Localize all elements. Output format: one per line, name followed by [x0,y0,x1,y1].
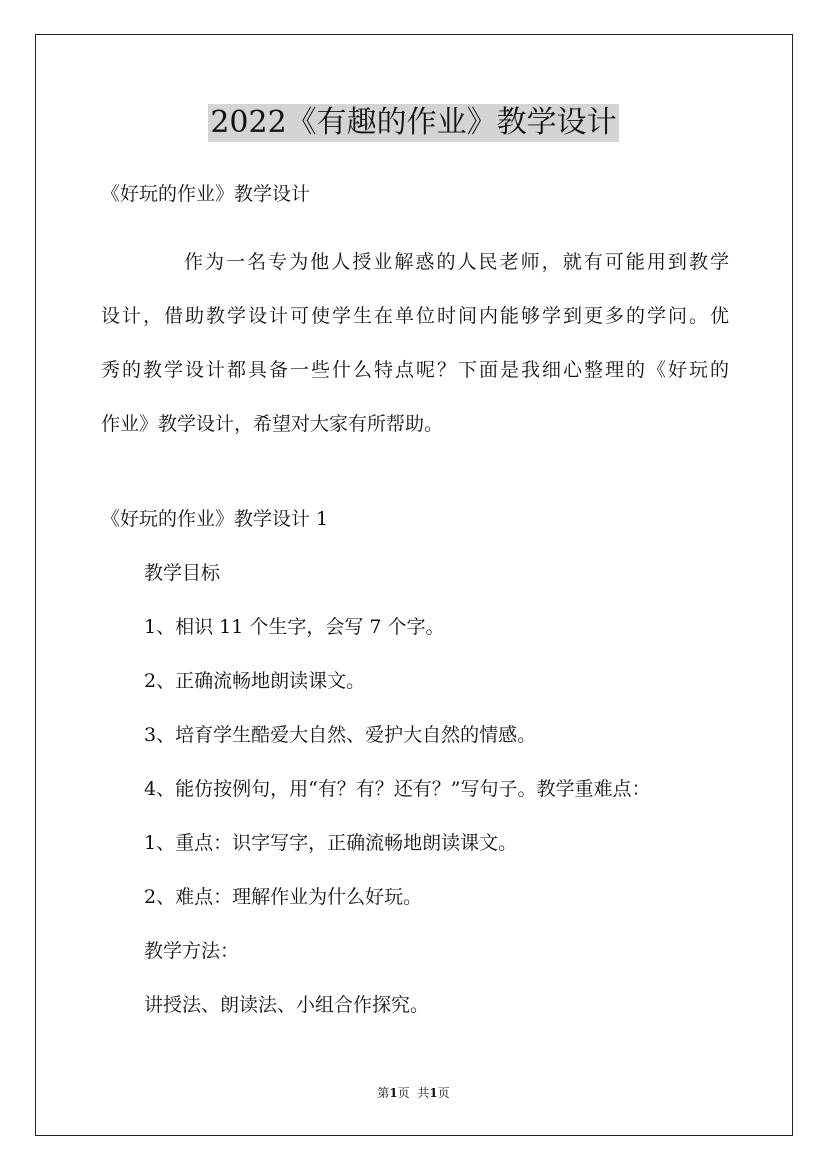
intro-line: 作为一名专为他人授业解惑的人民老师，就有可能用到教学 [184,251,729,273]
goal-item: 3、培育学生酷爱大自然、爱护大自然的情感。 [144,724,537,746]
page-footer [0,1085,827,1101]
key-point-item: 2、难点：理解作业为什么好玩。 [144,886,423,908]
page-total: 1 [429,1086,438,1100]
goals-heading: 教学目标 [144,562,221,584]
page-mid: 页 共 [397,1086,430,1100]
intro-paragraph [101,235,729,451]
goal-item: 2、正确流畅地朗读课文。 [144,670,366,692]
page-current: 1 [389,1086,398,1100]
methods-heading: 教学方法： [144,940,240,962]
methods-text: 讲授法、朗读法、小组合作探究。 [144,994,430,1016]
section-heading: 《好玩的作业》教学设计 1 [101,508,329,530]
goal-item: 4、能仿按例句，用“有？有？还有？”写句子。教学重难点： [144,778,651,800]
intro-line: 作业》教学设计，希望对大家有所帮助。 [101,413,444,435]
page-prefix: 第 [377,1086,390,1100]
goal-item: 1、相识 11 个生字，会写 7 个字。 [144,616,445,638]
page-suffix: 页 [437,1086,450,1100]
document-title: 2022《有趣的作业》教学设计 [210,105,617,140]
document-subtitle: 《好玩的作业》教学设计 [101,183,311,205]
intro-line: 设计，借助教学设计可使学生在单位时间内能够学到更多的学问。优 [101,305,729,327]
key-point-item: 1、重点：识字写字，正确流畅地朗读课文。 [144,832,518,854]
intro-line: 秀的教学设计都具备一些什么特点呢？下面是我细心整理的《好玩的 [101,359,729,381]
title-container [0,104,827,142]
